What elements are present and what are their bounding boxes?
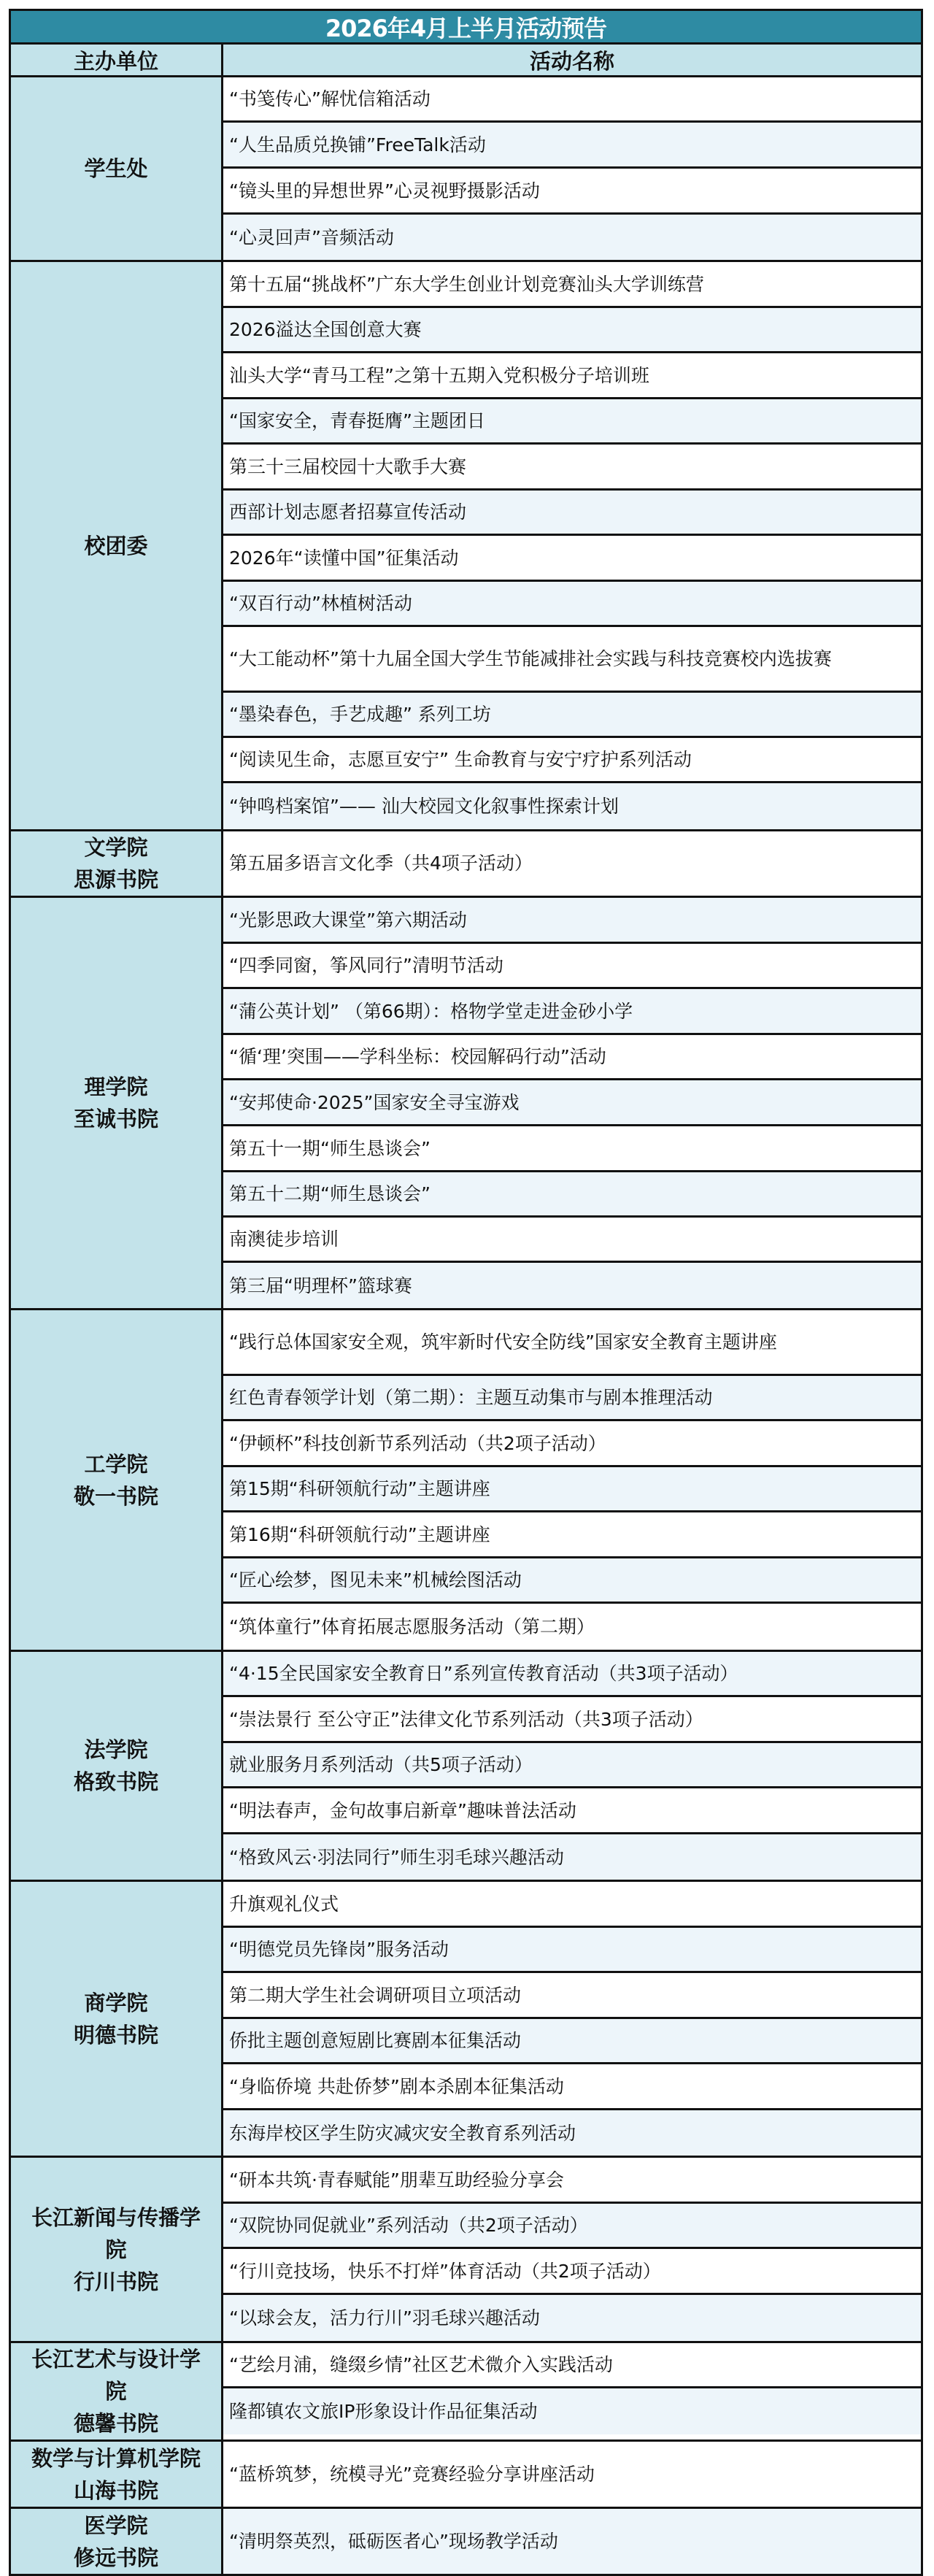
activity-row: 西部计划志愿者招募宣传活动 [223,491,921,536]
activity-row: 侨批主题创意短剧比赛剧本征集活动 [223,2019,921,2064]
activity-list [223,2442,921,2507]
activity-row: 2026年“读懂中国”征集活动 [223,536,921,582]
organizer-cell [11,1310,223,1650]
organizer-cell [11,831,223,896]
organizer-cell [11,2442,223,2507]
organizer-name-line: 校团委 [84,533,148,558]
activity-list [223,1882,921,2156]
activity-row: “明德党员先锋岗”服务活动 [223,1928,921,1973]
activity-list [223,77,921,260]
activity-row: “人生品质兑换铺”FreeTalk活动 [223,123,921,169]
organizer-name-line: 文学院 [84,835,148,860]
organizer-group [11,898,921,1310]
organizer-name-line: 行川书院 [73,2269,158,2294]
header-organizer: 主办单位 [11,45,223,75]
activity-row: “匠心绘梦，图见未来”机械绘图活动 [223,1558,921,1604]
organizer-name-line: 医学院 [84,2512,148,2538]
activity-row: “清明祭英烈，砥砺医者心”现场教学活动 [223,2509,921,2574]
activity-row: 第15期“科研领航行动”主题讲座 [223,1467,921,1512]
organizer-name [84,530,147,562]
organizer-name-line: 格致书院 [73,1769,158,1794]
activity-row: “双院协同促就业”系列活动（共2项子活动） [223,2204,921,2249]
activity-row: “伊顿杯”科技创新节系列活动（共2项子活动） [223,1421,921,1467]
organizer-name-line: 长江艺术与设计学院 [31,2347,201,2404]
organizer-cell [11,77,223,260]
activity-row: 汕头大学“青马工程”之第十五期入党积极分子培训班 [223,353,921,399]
activity-list [223,1310,921,1650]
activity-row: 第二期大学生社会调研项目立项活动 [223,1973,921,2019]
organizer-name-line: 工学院 [84,1451,148,1477]
activity-list [223,2158,921,2341]
organizer-name-line: 山海书院 [73,2477,158,2503]
activity-row: “行川竞技场，快乐不打烊”体育活动（共2项子活动） [223,2249,921,2295]
activity-row: “安邦使命·2025”国家安全寻宝游戏 [223,1080,921,1126]
activity-row: “阅读见生命，志愿亘安宁” 生命教育与安宁疗护系列活动 [223,738,921,783]
activity-row: “镜头里的异想世界”心灵视野摄影活动 [223,169,921,215]
activity-row: 第五十一期“师生恳谈会” [223,1126,921,1172]
activity-row: 第三十三届校园十大歌手大赛 [223,445,921,491]
activity-row: “墨染春色，手艺成趣” 系列工坊 [223,693,921,738]
activity-row: 第16期“科研领航行动”主题讲座 [223,1512,921,1558]
table-title: 2026年4月上半月活动预告 [11,11,921,45]
organizer-cell [11,2509,223,2574]
activity-row: “格致风云·羽法同行”师生羽毛球兴趣活动 [223,1834,921,1880]
activity-row: 就业服务月系列活动（共5项子活动） [223,1743,921,1788]
organizer-cell [11,262,223,829]
activity-row: 第十五届“挑战杯”广东大学生创业计划竞赛汕头大学训练营 [223,262,921,308]
activity-row: 升旗观礼仪式 [223,1882,921,1928]
activity-row: “身临侨境 共赴侨梦”剧本杀剧本征集活动 [223,2064,921,2110]
organizer-name-line: 长江新闻与传播学院 [31,2204,201,2262]
organizer-cell [11,1652,223,1880]
organizer-name [24,2202,208,2298]
organizer-name-line: 明德书院 [73,2022,158,2048]
activity-row: “大工能动杯”第十九届全国大学生节能减排社会实践与科技竞赛校内选拔赛 [223,627,921,693]
organizer-name [74,1071,158,1135]
activity-row: 红色青春领学计划（第二期）：主题互动集市与剧本推理活动 [223,1376,921,1421]
activity-row: “四季同窗，筝风同行”清明节活动 [223,944,921,989]
activity-row: “明法春声，金句故事启新章”趣味普法活动 [223,1788,921,1834]
activity-list [223,898,921,1308]
activity-row: “4·15全民国家安全教育日”系列宣传教育活动（共3项子活动） [223,1652,921,1697]
organizer-name-line: 敬一书院 [73,1483,158,1509]
organizer-name [84,153,147,185]
activity-row: “国家安全，青春挺膺”主题团日 [223,399,921,445]
activity-schedule-table [9,9,923,2576]
organizer-name [31,2442,201,2507]
organizer-cell [11,898,223,1308]
organizer-group [11,262,921,831]
organizer-name-line: 理学院 [84,1074,148,1099]
organizer-group [11,1310,921,1652]
activity-row: 第五十二期“师生恳谈会” [223,1172,921,1218]
organizer-name-line: 法学院 [84,1737,148,1762]
organizer-name [74,2510,158,2574]
activity-row: 南澳徒步培训 [223,1218,921,1263]
organizer-name-line: 德馨书院 [73,2411,158,2436]
organizer-name-line: 数学与计算机学院 [31,2445,201,2471]
activity-row: “研本共筑·青春赋能”朋辈互助经验分享会 [223,2158,921,2204]
organizer-name-line: 学生处 [84,156,148,181]
activity-list [223,262,921,829]
activity-row: “以球会友，活力行川”羽毛球兴趣活动 [223,2295,921,2341]
organizer-name-line: 思源书院 [73,867,158,892]
organizer-group [11,2509,921,2574]
organizer-cell [11,1882,223,2156]
activity-row: “循‘理’突围——学科坐标：校园解码行动”活动 [223,1035,921,1080]
header-activity: 活动名称 [529,48,614,74]
table-body [11,77,921,2574]
organizer-name [74,1734,158,1798]
activity-row: 第三届“明理杯”篮球赛 [223,1263,921,1308]
activity-row: “践行总体国家安全观，筑牢新时代安全防线”国家安全教育主题讲座 [223,1310,921,1376]
organizer-group [11,77,921,262]
organizer-cell [11,2343,223,2439]
organizer-cell [11,2158,223,2341]
organizer-group [11,2442,921,2509]
activity-row: “钟鸣档案馆”—— 汕大校园文化叙事性探索计划 [223,783,921,829]
activity-row: 2026溢达全国创意大赛 [223,308,921,353]
organizer-name-line: 商学院 [84,1990,148,2015]
table-header-row [11,45,921,77]
organizer-group [11,831,921,898]
organizer-name [74,1448,158,1512]
organizer-group [11,2158,921,2343]
activity-row: “蓝桥筑梦，统模寻光”竞赛经验分享讲座活动 [223,2442,921,2507]
organizer-name [24,2343,208,2439]
activity-row: 东海岸校区学生防灾减灾安全教育系列活动 [223,2110,921,2156]
organizer-name [74,1987,158,2051]
organizer-name-line: 修远书院 [73,2545,158,2570]
activity-row: “崇法景行 至公守正”法律文化节系列活动（共3项子活动） [223,1697,921,1743]
activity-row: “艺绘月浦，缝缀乡情”社区艺术微介入实践活动 [223,2343,921,2388]
activity-list [223,2509,921,2574]
activity-row: 第五届多语言文化季（共4项子活动） [223,831,921,895]
activity-list [223,1652,921,1880]
organizer-group [11,2343,921,2442]
activity-row: “光影思政大课堂”第六期活动 [223,898,921,944]
activity-row: “筑体童行”体育拓展志愿服务活动（第二期） [223,1604,921,1650]
activity-row: “心灵回声”音频活动 [223,215,921,260]
organizer-name-line: 至诚书院 [73,1107,158,1131]
activity-row: “双百行动”林植树活动 [223,582,921,627]
activity-row: “蒲公英计划” （第66期）：格物学堂走进金砂小学 [223,989,921,1035]
organizer-name [74,831,158,896]
activity-list [223,831,921,896]
activity-list [223,2343,921,2439]
organizer-group [11,1652,921,1882]
activity-row: 隆都镇农文旅IP形象设计作品征集活动 [223,2388,921,2434]
organizer-group [11,1882,921,2158]
activity-row: “书笺传心”解忧信箱活动 [223,77,921,123]
